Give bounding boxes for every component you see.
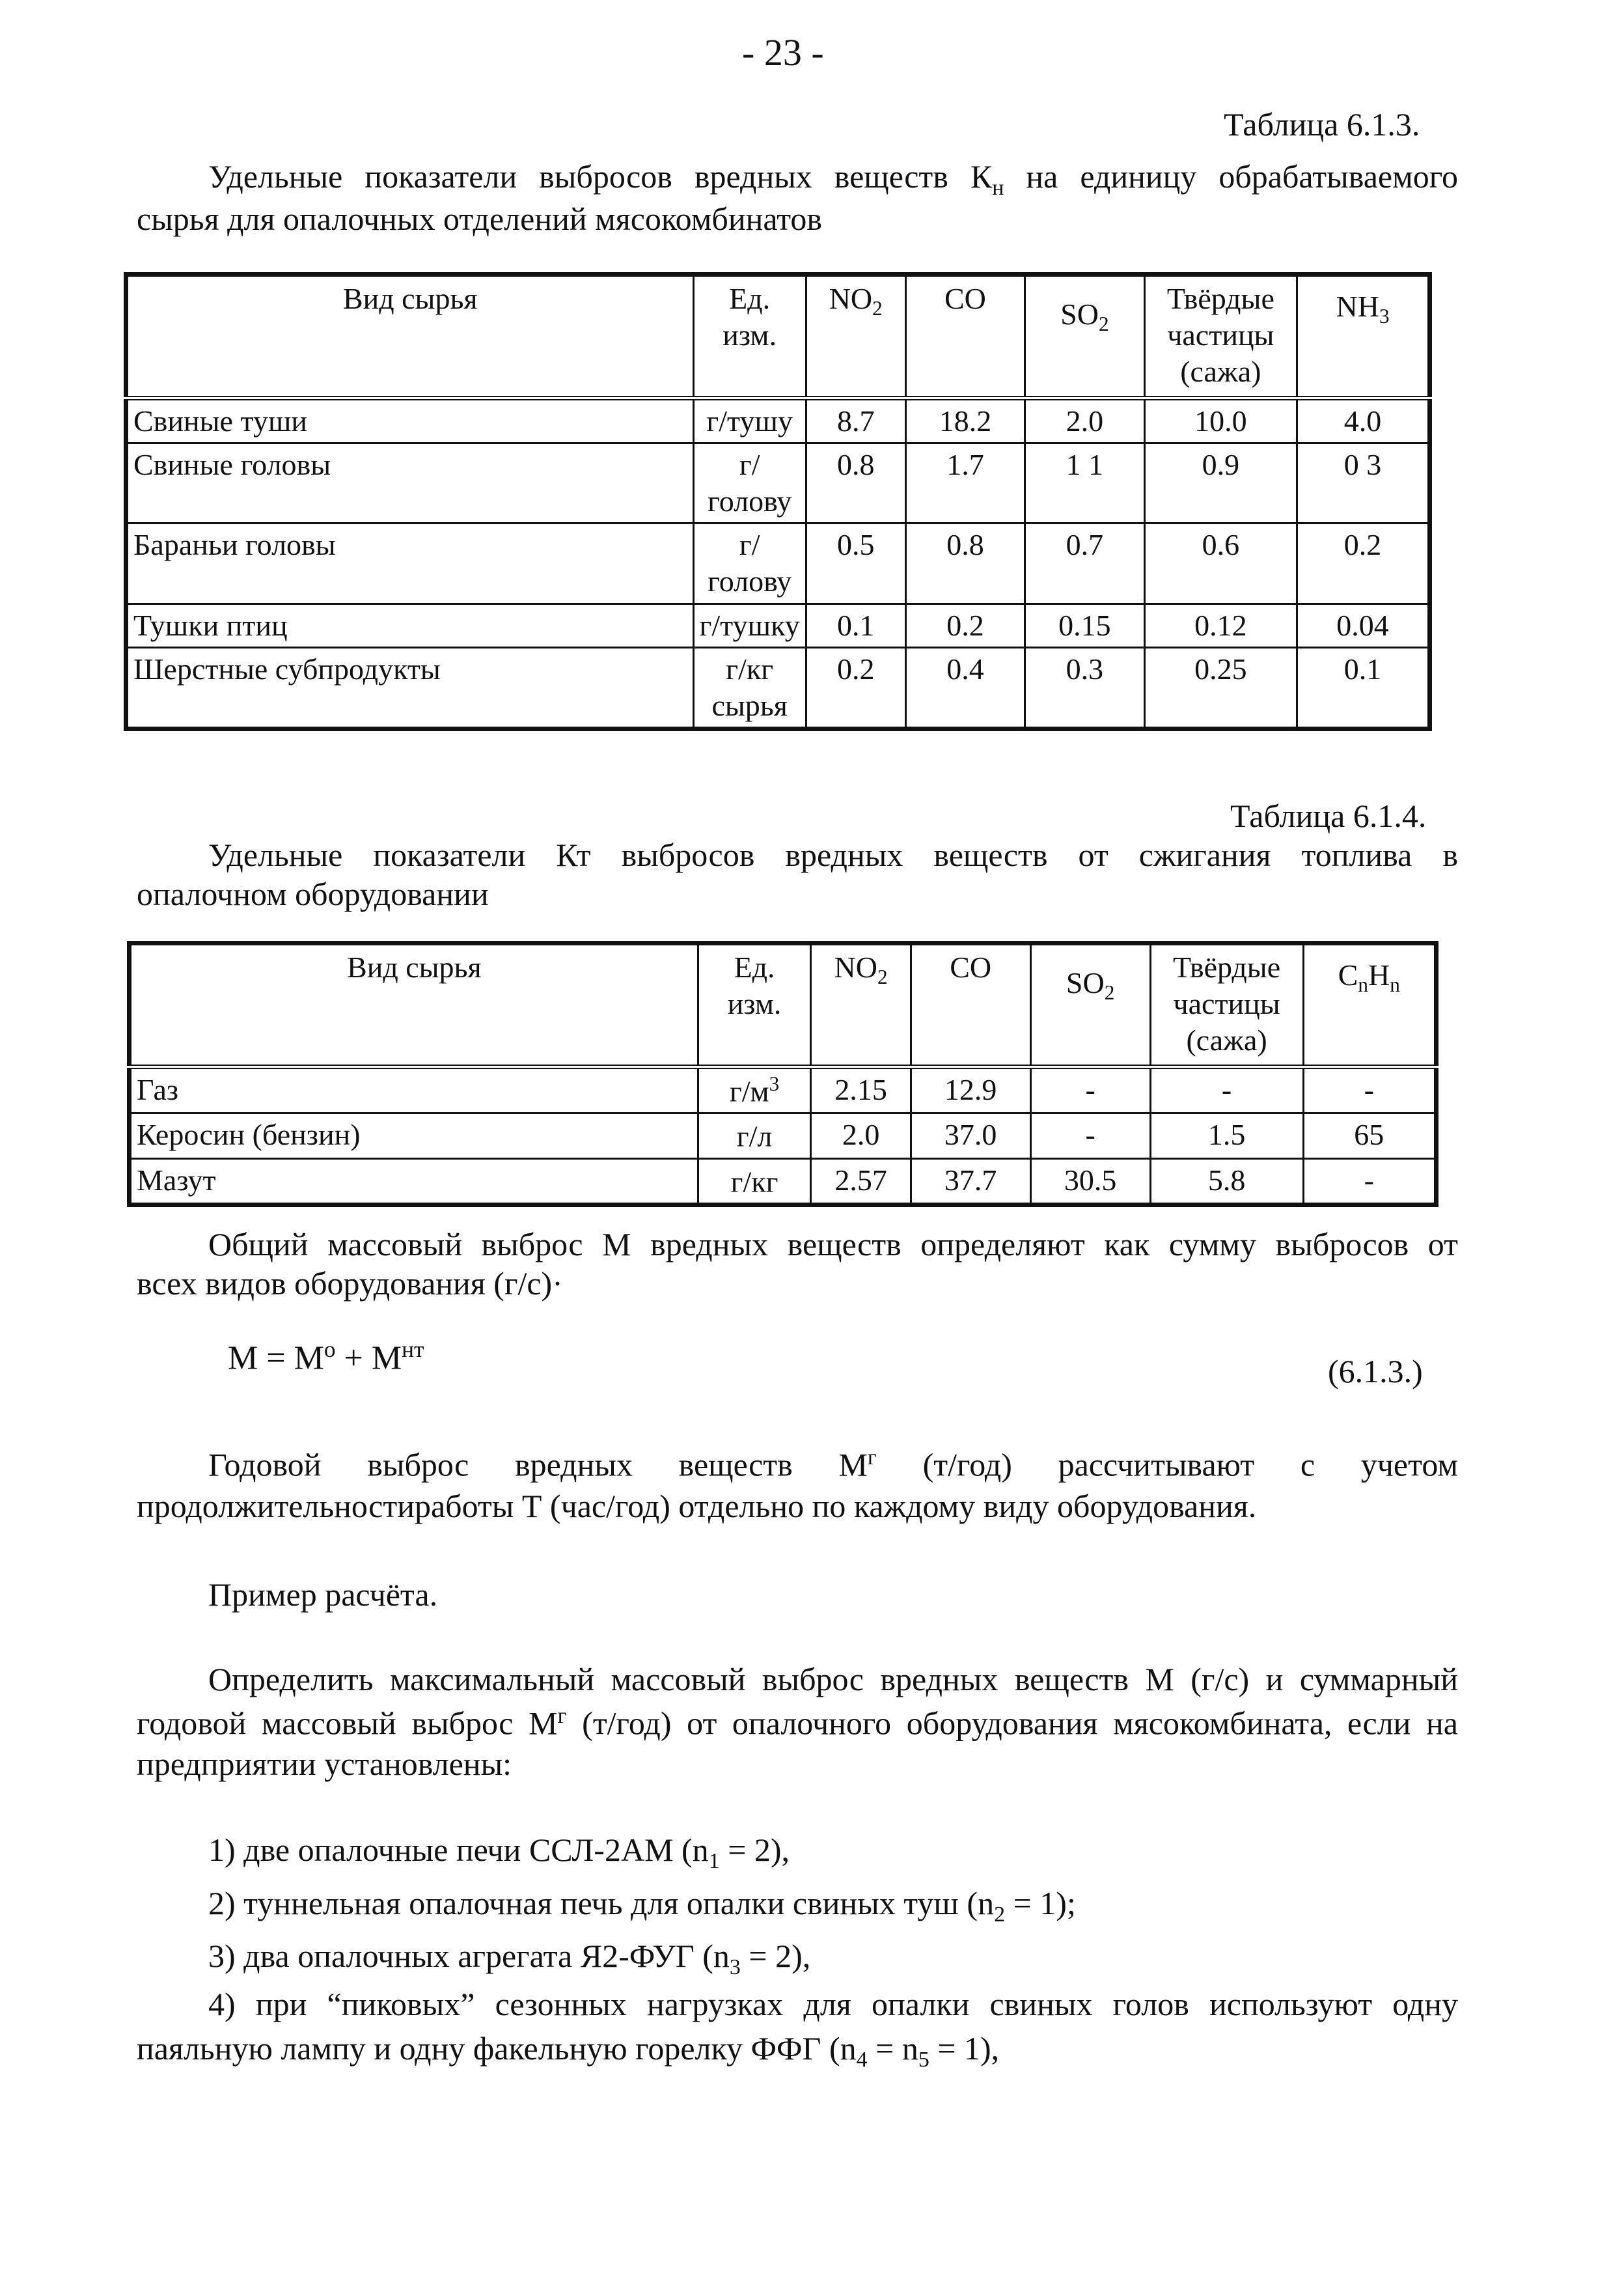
table-row xyxy=(126,604,1430,647)
page-number: - 23 - xyxy=(742,31,824,74)
cell-co: 0.4 xyxy=(905,647,1025,729)
list-item-2: 2) туннельная опалочная печь для опалки свиных туш $(n_2 = 1)$; xyxy=(208,1885,1076,1927)
task-line1: Определить максимальный массовый выброс вредных веществ М (г/с) и суммарный xyxy=(208,1661,1458,1697)
list-item-3: 3) два опалочных агрегата Я2-ФУГ $(n_3 = 2)$, xyxy=(208,1938,811,1979)
header-no2: $NO_2$ xyxy=(811,943,911,1067)
cell-kind: Керосин (бензин) xyxy=(130,1113,698,1158)
table1-title-line2: сырья для опалочных отделений мясокомбинатов xyxy=(137,201,823,237)
cell-solid: - xyxy=(1150,1067,1303,1113)
cell-last: 0 3 xyxy=(1297,443,1430,523)
cell-unit: $г/м^3$ xyxy=(698,1067,811,1113)
cell-no2: 0.1 xyxy=(806,604,905,647)
task-line3: предприятии установлены: xyxy=(137,1746,512,1782)
table-row xyxy=(130,1113,1437,1158)
header-solid: Твёрдые частицы (сажа) xyxy=(1150,943,1303,1067)
cell-solid: 1.5 xyxy=(1150,1113,1303,1158)
cell-last: 0.1 xyxy=(1297,647,1430,729)
task-line2: годовой массовый выброс $М^г$ (т/год) от опалочного оборудования мясокомбината, если на xyxy=(137,1704,1458,1742)
cell-co: 12.9 xyxy=(911,1067,1030,1113)
cell-co: 37.0 xyxy=(911,1113,1030,1158)
table-row xyxy=(126,443,1430,523)
cell-unit: г/тушу xyxy=(693,398,806,443)
cell-solid: 0.12 xyxy=(1144,604,1297,647)
table1 xyxy=(124,272,1432,731)
cell-unit: г/голову xyxy=(693,523,806,604)
cell-so2: 0.15 xyxy=(1025,604,1144,647)
cell-last: 0.04 xyxy=(1297,604,1430,647)
cell-co: 0.8 xyxy=(905,523,1025,604)
table2-header-row xyxy=(130,943,1437,1067)
paragraph-mass-line1: Общий массовый выброс М вредных веществ определяют как сумму выбросов от xyxy=(208,1226,1458,1262)
cell-kind: Мазут xyxy=(130,1158,698,1205)
table2-title-line1: Удельные показатели Кт выбросов вредных веществ от сжигания топлива в xyxy=(208,837,1458,873)
header-no2: $NO_2$ xyxy=(806,275,905,398)
formula-number: (6.1.3.) xyxy=(1328,1353,1423,1389)
paragraph-annual-line2: продолжительностиработы Т (час/год) отдельно по каждому виду оборудования. xyxy=(137,1488,1257,1524)
cell-unit: г/голову xyxy=(693,443,806,523)
list-item-4-line1: 4) при “пиковых” сезонных нагрузках для опалки свиных голов используют одну xyxy=(208,1986,1458,2022)
table-row xyxy=(126,398,1430,443)
cell-no2: 0.2 xyxy=(806,647,905,729)
table2 xyxy=(127,941,1438,1207)
cell-kind: Свиные туши xyxy=(126,398,694,443)
cell-so2: - xyxy=(1030,1067,1150,1113)
cell-so2: 30.5 xyxy=(1030,1158,1150,1205)
cell-so2: 1 1 xyxy=(1025,443,1144,523)
table-row xyxy=(130,1158,1437,1205)
header-solid: Твёрдые частицы (сажа) xyxy=(1144,275,1297,398)
cell-last: 4.0 xyxy=(1297,398,1430,443)
cell-no2: 0.5 xyxy=(806,523,905,604)
cell-co: 18.2 xyxy=(905,398,1025,443)
header-unit: Ед. изм. xyxy=(693,275,806,398)
cell-no2: 2.0 xyxy=(811,1113,911,1158)
cell-last: - xyxy=(1303,1158,1436,1205)
header-kind: Вид сырья xyxy=(126,275,694,398)
cell-unit: г/тушку xyxy=(693,604,806,647)
cell-no2: 2.15 xyxy=(811,1067,911,1113)
cell-unit: г/кг xyxy=(698,1158,811,1205)
table1-header-row xyxy=(126,275,1430,398)
cell-kind: Бараньи головы xyxy=(126,523,694,604)
table1-title-line1: Удельные показатели выбросов вредных веществ $К_н$ на единицу обрабатываемого xyxy=(208,158,1458,200)
table1-caption: Таблица 6.1.3. xyxy=(1224,106,1420,143)
header-unit: Ед. изм. xyxy=(698,943,811,1067)
cell-no2: 8.7 xyxy=(806,398,905,443)
cell-kind: Шерстные субпродукты xyxy=(126,647,694,729)
cell-kind: Тушки птиц xyxy=(126,604,694,647)
header-co: CO xyxy=(911,943,1030,1067)
cell-co: 0.2 xyxy=(905,604,1025,647)
cell-so2: 2.0 xyxy=(1025,398,1144,443)
cell-so2: 0.7 xyxy=(1025,523,1144,604)
formula: $М = М^о + М^{нт}$ xyxy=(228,1336,424,1377)
header-co: CO xyxy=(905,275,1025,398)
paragraph-mass-line2: всех видов оборудования (г/с)· xyxy=(137,1265,563,1302)
cell-last: 65 xyxy=(1303,1113,1436,1158)
cell-solid: 0.6 xyxy=(1144,523,1297,604)
table2-title-line2: опалочном оборудовании xyxy=(137,876,489,912)
cell-solid: 10.0 xyxy=(1144,398,1297,443)
header-cnhn: $C_nH_n$ xyxy=(1303,943,1436,1067)
cell-no2: 2.57 xyxy=(811,1158,911,1205)
header-so2: $SO_2$ xyxy=(1025,275,1144,398)
cell-solid: 5.8 xyxy=(1150,1158,1303,1205)
example-heading: Пример расчёта. xyxy=(208,1576,438,1613)
cell-co: 37.7 xyxy=(911,1158,1030,1205)
header-kind: Вид сырья xyxy=(130,943,698,1067)
cell-last: 0.2 xyxy=(1297,523,1430,604)
table2-caption: Таблица 6.1.4. xyxy=(1230,798,1427,834)
list-item-4-line2: паяльную лампу и одну факельную горелку ФФГ $(n_4 = n_5 = 1)$, xyxy=(137,2030,1000,2072)
table-row xyxy=(130,1067,1437,1113)
table-row xyxy=(126,647,1430,729)
cell-last: - xyxy=(1303,1067,1436,1113)
cell-co: 1.7 xyxy=(905,443,1025,523)
table-row xyxy=(126,523,1430,604)
header-nh3: $NH_3$ xyxy=(1297,275,1430,398)
cell-solid: 0.9 xyxy=(1144,443,1297,523)
cell-unit: г/кг сырья xyxy=(693,647,806,729)
cell-kind: Свиные головы xyxy=(126,443,694,523)
cell-so2: 0.3 xyxy=(1025,647,1144,729)
cell-solid: 0.25 xyxy=(1144,647,1297,729)
list-item-1: 1) две опалочные печи ССЛ-2АМ $(n_1 = 2)$, xyxy=(208,1832,790,1873)
header-so2: $SO_2$ xyxy=(1030,943,1150,1067)
paragraph-annual-line1: Годовой выброс вредных веществ $М^г$ (т/год) рассчитывают с учетом xyxy=(208,1445,1459,1483)
cell-kind: Газ xyxy=(130,1067,698,1113)
cell-unit: г/л xyxy=(698,1113,811,1158)
cell-no2: 0.8 xyxy=(806,443,905,523)
cell-so2: - xyxy=(1030,1113,1150,1158)
